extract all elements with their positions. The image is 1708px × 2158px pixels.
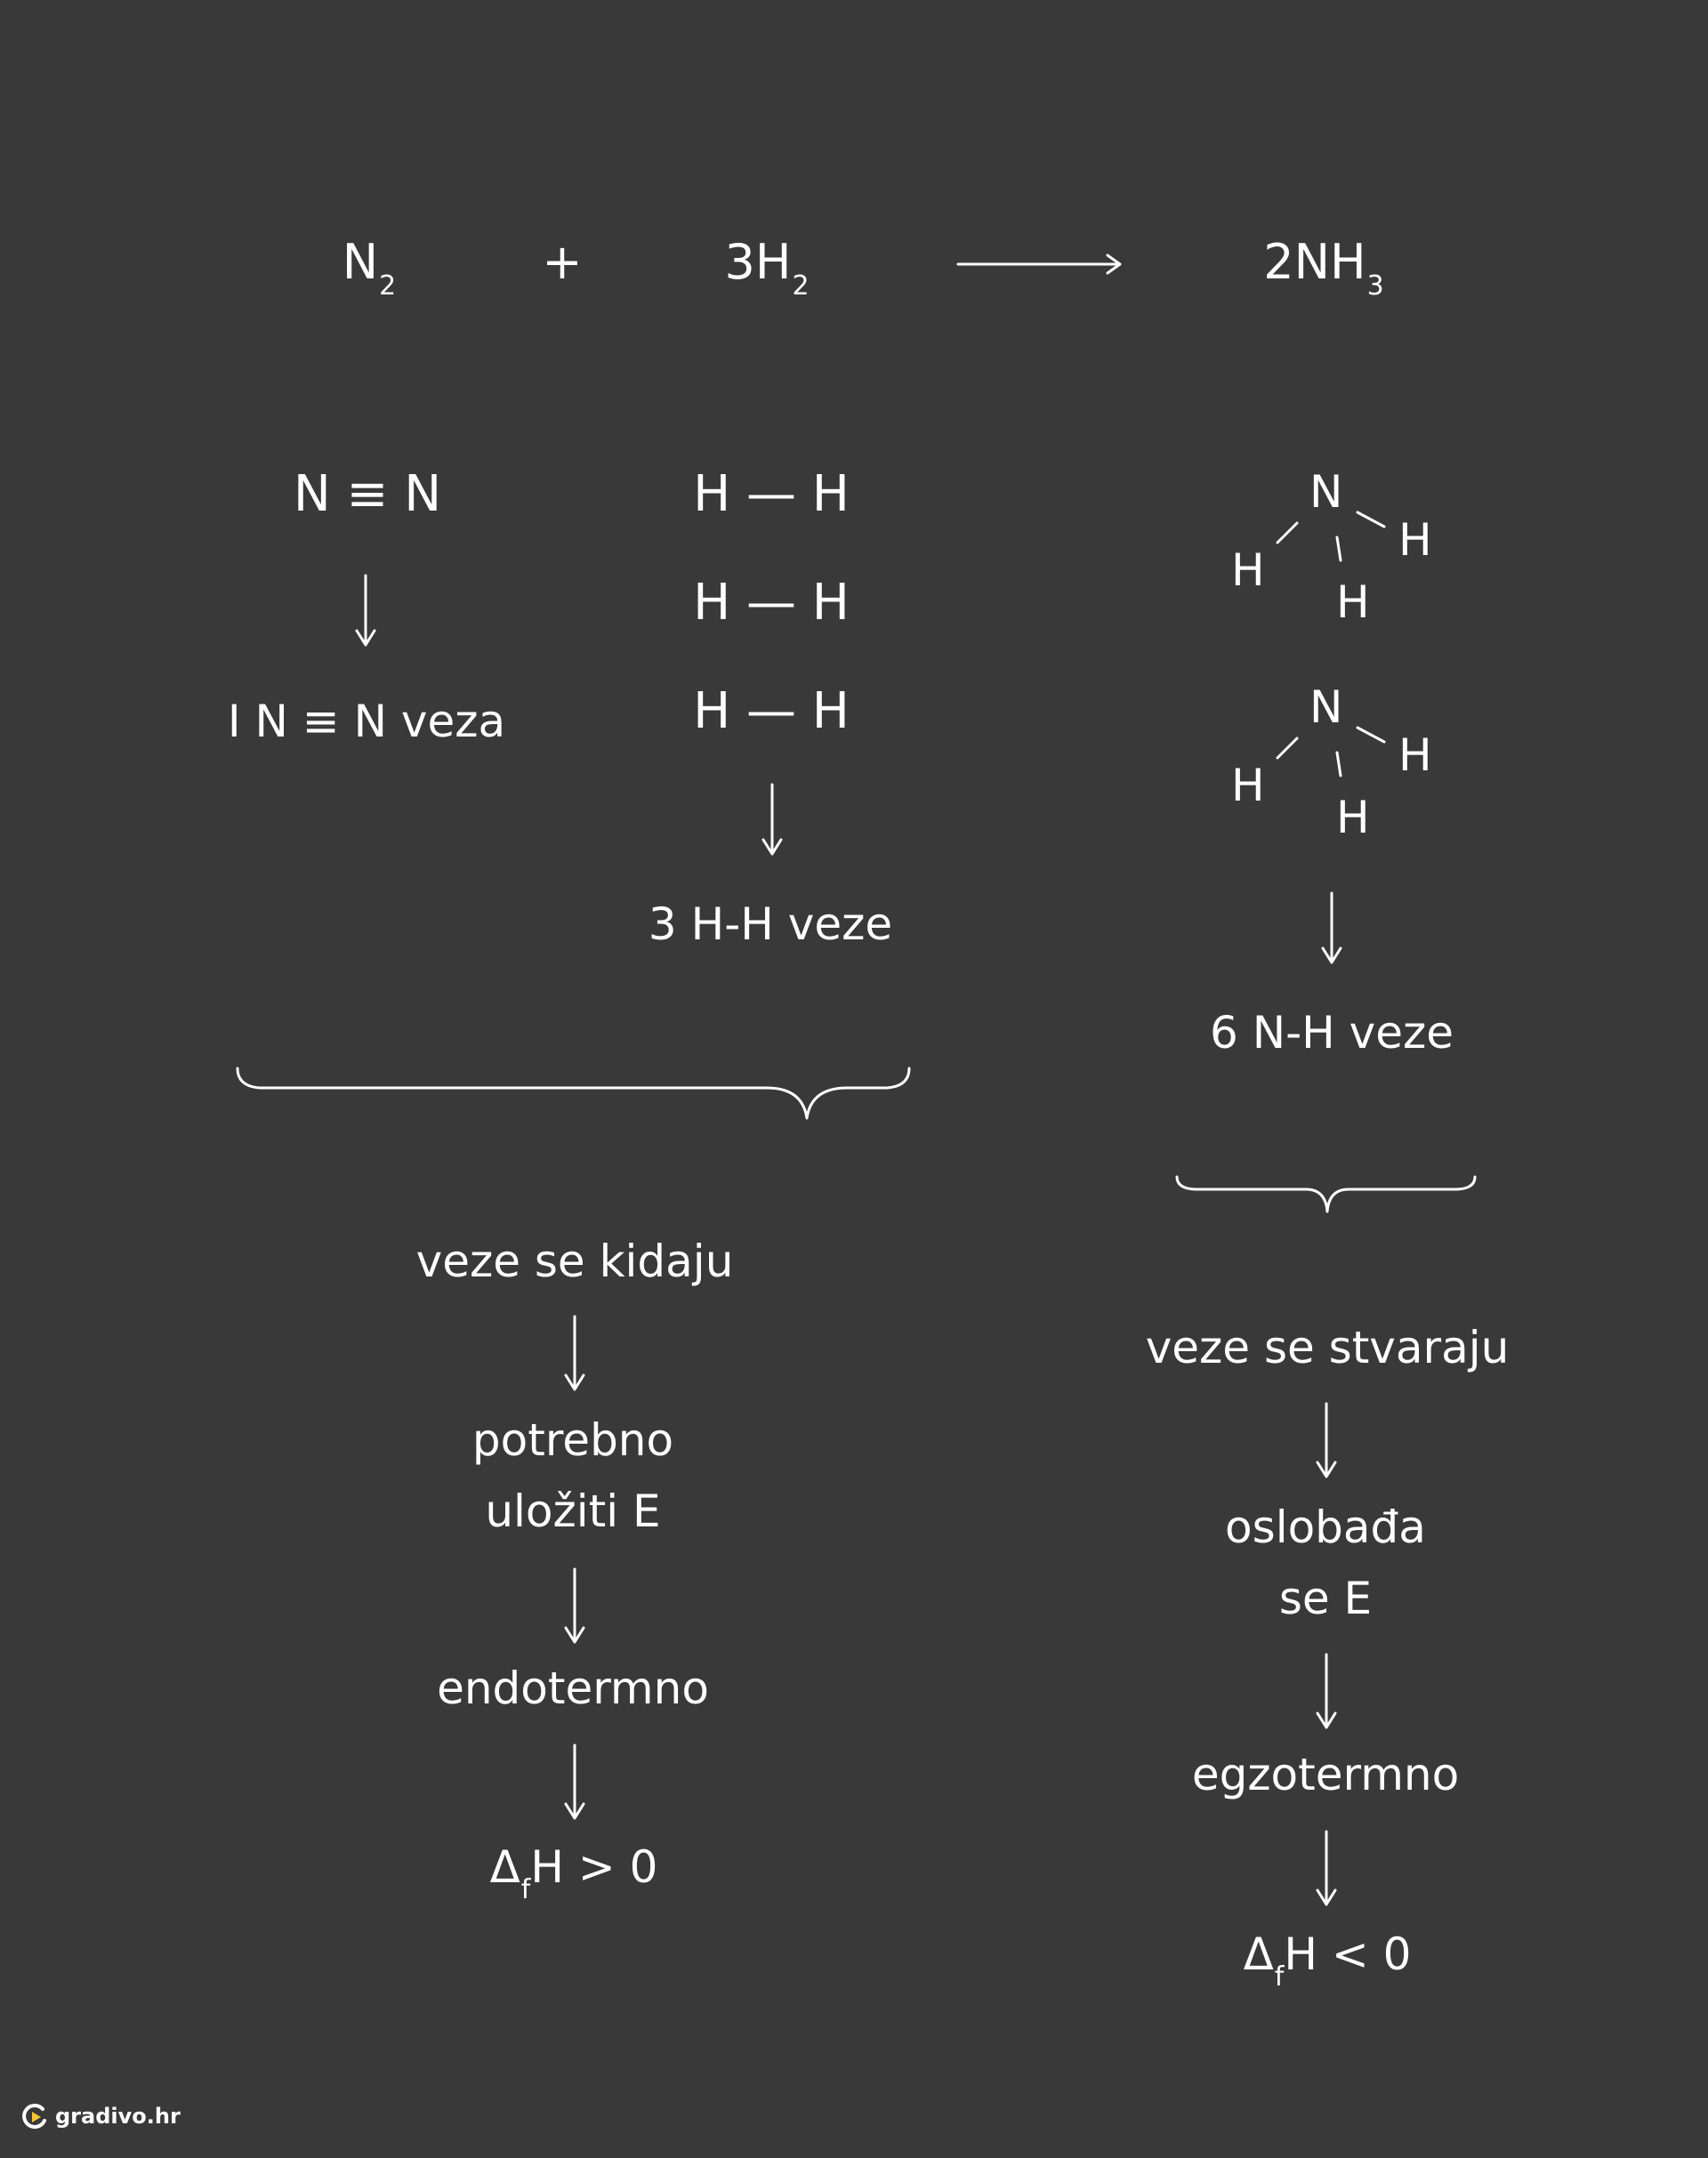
n2-structure: N ≡ N	[293, 465, 442, 523]
right-step-exothermic: egzotermno	[1191, 1749, 1460, 1800]
left-brace	[233, 1063, 914, 1125]
nh3-2-h-bottom: H	[1336, 792, 1370, 843]
down-arrow-nh3	[1318, 891, 1345, 967]
nh3-2-n-atom: N	[1309, 681, 1343, 733]
down-arrow-right-3	[1313, 1830, 1340, 1910]
nh3-2-bonds	[1228, 678, 1441, 847]
plus-sign: +	[542, 234, 583, 290]
left-step-endothermic: endotermno	[437, 1663, 709, 1714]
left-step-enthalpy: $\Delta_fH > 0$	[489, 1841, 658, 1905]
product-nh3: $2NH_3$	[1263, 234, 1384, 302]
right-step-bonds-form: veze se stvaraju	[1145, 1322, 1510, 1373]
right-brace	[1172, 1172, 1480, 1217]
nh3-1-h-bottom: H	[1336, 576, 1370, 628]
down-arrow-left-3	[561, 1743, 588, 1824]
nh3-bond-count: 6 N-H veze	[1210, 1007, 1454, 1059]
right-step-energy-line2: se E	[1278, 1573, 1373, 1624]
h2-structure-1: H — H	[693, 465, 850, 523]
reactant-h2: $3H_2$	[724, 234, 810, 302]
nh3-1-n-atom: N	[1309, 466, 1343, 518]
h2-structure-2: H — H	[693, 574, 850, 632]
nh3-molecule-1	[1228, 463, 1441, 632]
down-arrow-right-2	[1313, 1653, 1340, 1733]
nh3-1-bonds	[1228, 463, 1441, 632]
gradivo-logo-text: gradivo.hr	[55, 2104, 181, 2129]
reactant-n2: $N_2$	[342, 234, 397, 302]
nh3-1-h-left: H	[1231, 544, 1265, 596]
down-arrow-right-1	[1313, 1402, 1340, 1482]
nh3-1-h-right: H	[1398, 514, 1432, 566]
right-step-energy-line1: oslobađa	[1225, 1502, 1426, 1553]
n2-bond-count: I N ≡ N veza	[227, 696, 506, 747]
gradivo-logo	[20, 2101, 181, 2131]
nh3-2-h-left: H	[1231, 760, 1265, 811]
nh3-2-h-right: H	[1398, 729, 1432, 781]
h2-structure-3: H — H	[693, 682, 850, 740]
left-step-bonds-break: veze se kidaju	[415, 1236, 734, 1287]
h2-bond-count: 3 H-H veze	[648, 898, 893, 950]
left-step-energy-line1: potrebno	[471, 1414, 674, 1466]
left-step-energy-line2: uložiti E	[485, 1486, 661, 1537]
down-arrow-left-1	[561, 1315, 588, 1395]
nh3-molecule-2	[1228, 678, 1441, 847]
reaction-arrow	[956, 251, 1125, 278]
down-arrow-left-2	[561, 1567, 588, 1647]
down-arrow-n2	[352, 574, 379, 649]
down-arrow-h2	[759, 783, 786, 858]
right-step-enthalpy: $\Delta_fH < 0$	[1243, 1929, 1412, 1993]
gradivo-logo-icon	[20, 2101, 50, 2131]
